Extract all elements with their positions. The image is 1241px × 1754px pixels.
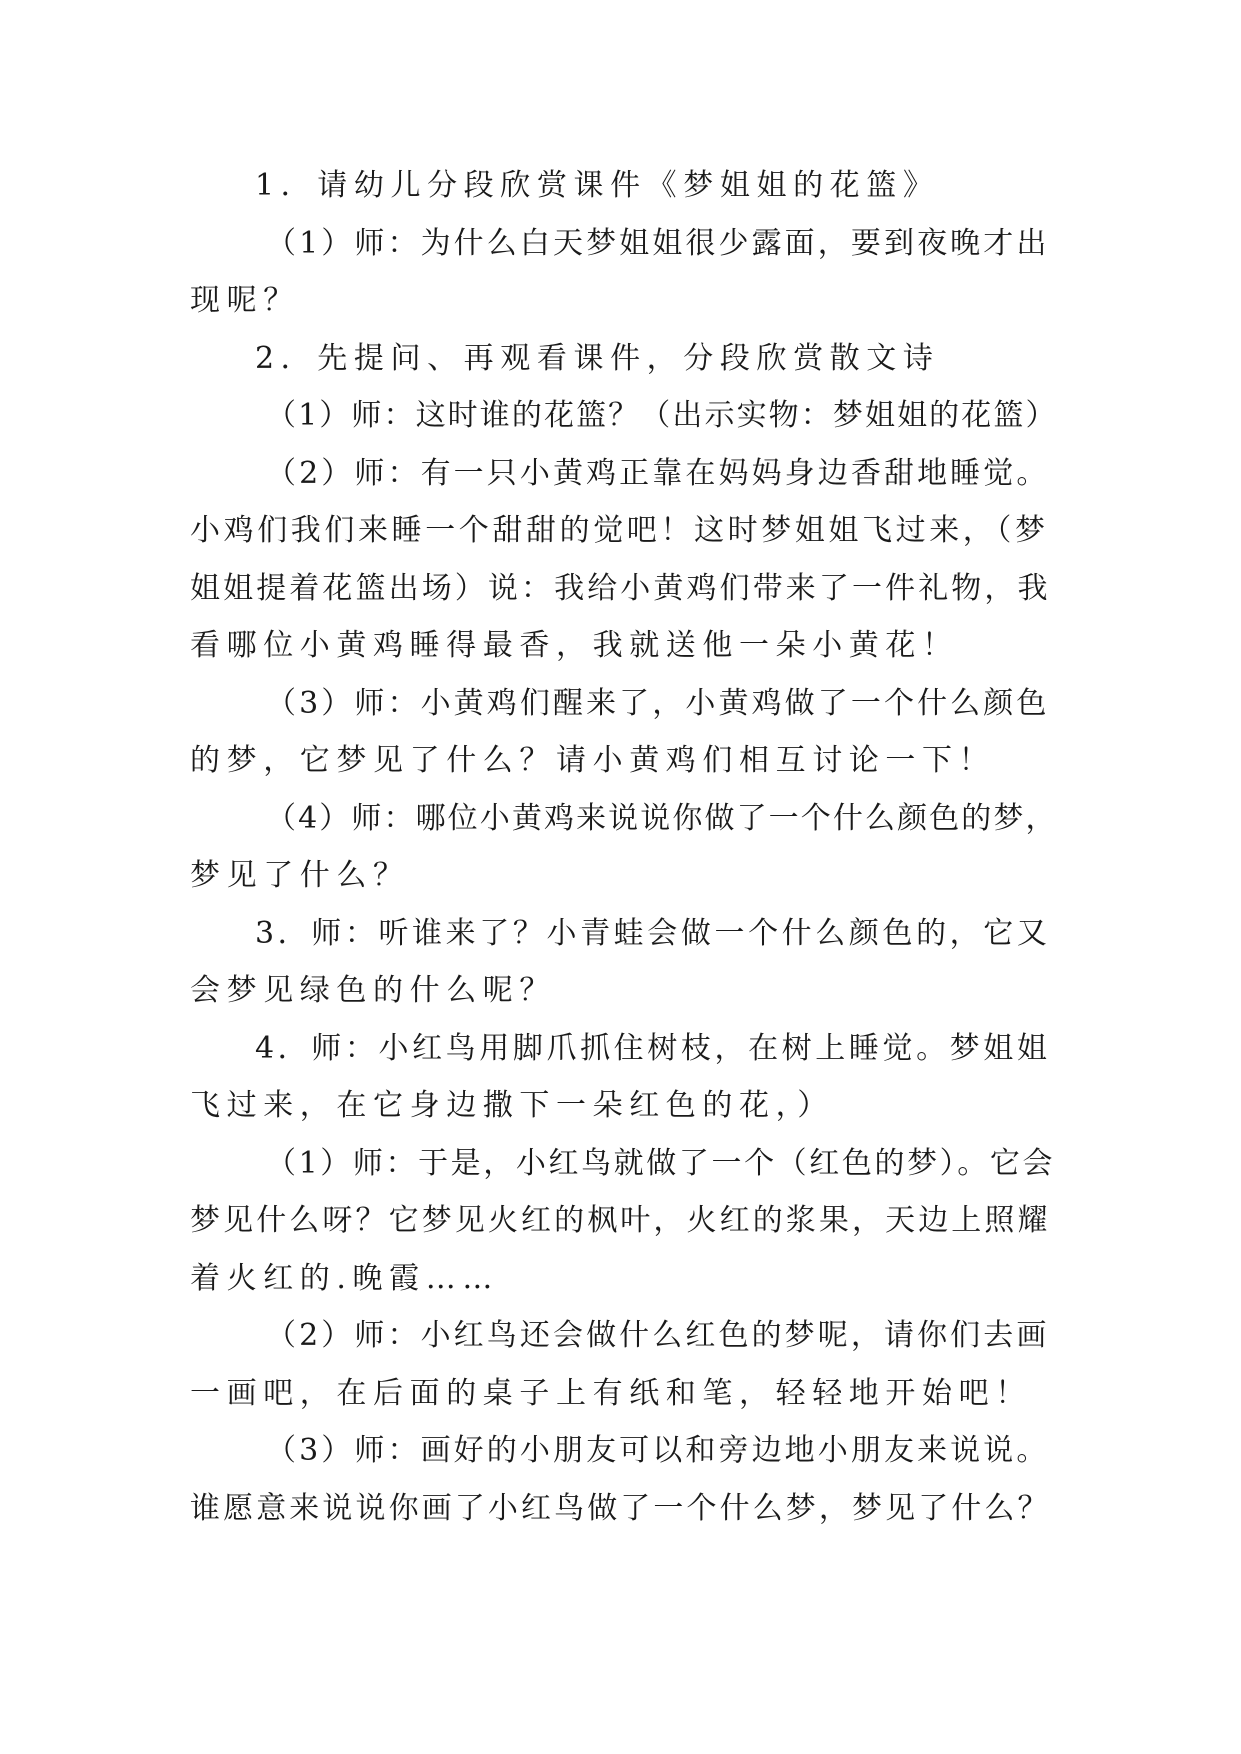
- paragraph-line: 现呢？: [190, 283, 300, 318]
- paragraph-line: 会梦见绿色的什么呢？: [190, 973, 556, 1008]
- paragraph-line: 姐姐提着花篮出场）说：我给小黄鸡们带来了一件礼物，我: [190, 571, 1051, 606]
- paragraph-line: 梦见什么呀？它梦见火红的枫叶，火红的浆果，天边上照耀: [190, 1203, 1051, 1238]
- paragraph-line: 飞过来，在它身边撒下一朵红色的花，）: [190, 1088, 834, 1123]
- paragraph-line: 着火红的.晚霞……: [190, 1261, 499, 1296]
- paragraph-line: 小鸡们我们来睡一个甜甜的觉吧！这时梦姐姐飞过来，（梦: [190, 513, 1049, 548]
- paragraph-line: （3）师：画好的小朋友可以和旁边地小朋友来说说。: [266, 1433, 1050, 1468]
- paragraph-line: （2）师：有一只小黄鸡正靠在妈妈身边香甜地睡觉。: [266, 456, 1050, 491]
- paragraph-line: （1）师：为什么白天梦姐姐很少露面，要到夜晚才出: [266, 226, 1050, 261]
- paragraph-line: 梦见了什么？: [190, 858, 410, 893]
- paragraph-line: （4）师：哪位小黄鸡来说说你做了一个什么颜色的梦，: [266, 801, 1058, 836]
- paragraph-line: 的梦，它梦见了什么？请小黄鸡们相互讨论一下！: [190, 743, 996, 778]
- heading-step-3: 3．师：听谁来了？小青蛙会做一个什么颜色的，它又: [255, 916, 1051, 951]
- heading-step-2: 2．先提问、再观看课件，分段欣赏散文诗: [255, 341, 940, 376]
- heading-step-4: 4．师：小红鸟用脚爪抓住树枝，在树上睡觉。梦姐姐: [255, 1031, 1051, 1066]
- paragraph-line: （1）师：于是，小红鸟就做了一个（红色的梦）。它会: [266, 1146, 1056, 1181]
- paragraph-line: （2）师：小红鸟还会做什么红色的梦呢，请你们去画: [266, 1318, 1050, 1353]
- heading-step-1: 1．请幼儿分段欣赏课件《梦姐姐的花篮》: [255, 168, 940, 203]
- paragraph-line: （3）师：小黄鸡们醒来了，小黄鸡做了一个什么颜色: [266, 686, 1050, 721]
- paragraph-line: 一画吧，在后面的桌子上有纸和笔，轻轻地开始吧！: [190, 1376, 1032, 1411]
- paragraph-line: （1）师：这时谁的花篮？（出示实物：梦姐姐的花篮）: [266, 398, 1058, 433]
- paragraph-line: 谁愿意来说说你画了小红鸟做了一个什么梦，梦见了什么？: [190, 1491, 1051, 1526]
- paragraph-line: 看哪位小黄鸡睡得最香，我就送他一朵小黄花！: [190, 628, 959, 663]
